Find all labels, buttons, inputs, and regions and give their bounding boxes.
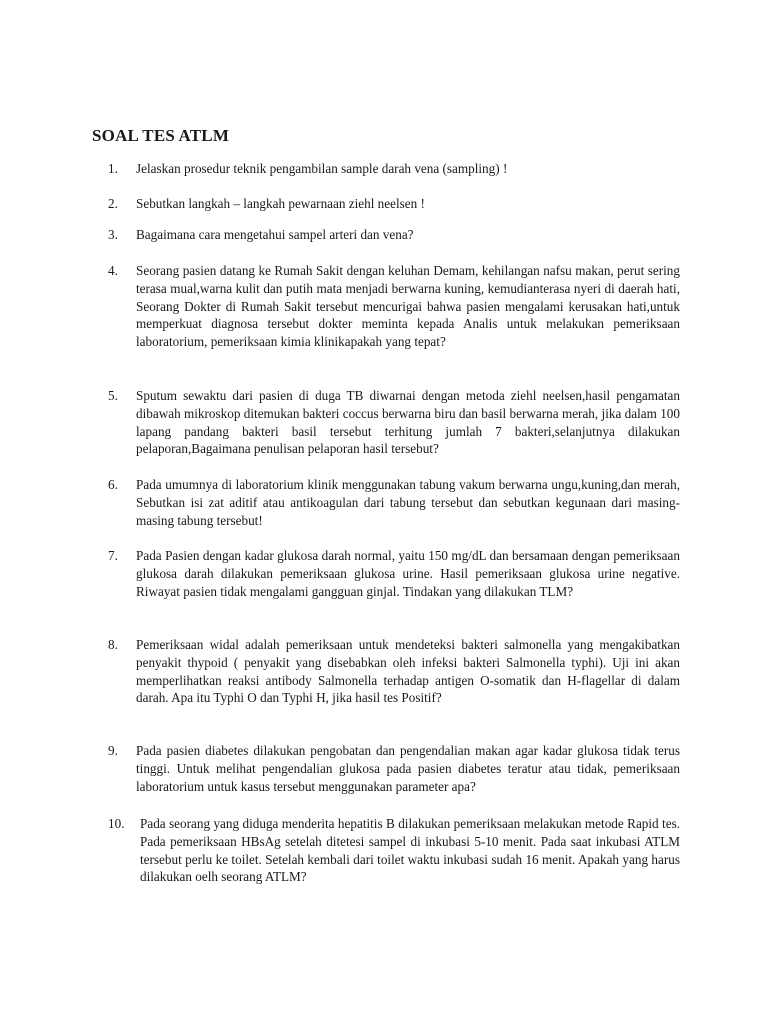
question-text: Seorang pasien datang ke Rumah Sakit dengan keluhan Demam, kehilangan nafsu makan, perut sering terasa mual,warna kulit dan putih mata menjadi berwarna kuning, kemudianterasa nyeri di daerah hati, Seorang Dokter di Rumah Sakit tersebut mencurigai bahwa pasien mengalami kerusakan hati,untuk memperkuat diagnosa tersebut dokter meminta kepada Analis untuk melakukan pemeriksaan laboratorium, pemeriksaan kimia klinikapakah yang tepat? xyxy=(136,263,680,350)
question-number: 8. xyxy=(108,637,118,652)
question-number: 10. xyxy=(108,816,125,831)
question-text: Pemeriksaan widal adalah pemeriksaan untuk mendeteksi bakteri salmonella yang mengakibatkan penyakit thypoid ( penyakit yang disebabkan oleh infeksi bakteri Salmonella typhi). Uji ini akan memperlihatkan reaksi antibody Salmonella terhadap antigen O-somatik dan H-flagellar di dalam darah. Apa itu Typhi O dan Typhi H, jika hasil tes Positif? xyxy=(136,637,680,706)
question-number: 6. xyxy=(108,477,118,492)
question-text: Bagaimana cara mengetahui sampel arteri dan vena? xyxy=(136,227,414,242)
question-number: 2. xyxy=(108,196,118,211)
question-number: 3. xyxy=(108,227,118,242)
question-number: 1. xyxy=(108,161,118,176)
question-text: Sebutkan langkah – langkah pewarnaan ziehl neelsen ! xyxy=(136,196,425,211)
question-number: 7. xyxy=(108,548,118,563)
question-7 xyxy=(108,547,680,600)
question-8 xyxy=(108,636,680,707)
question-number: 9. xyxy=(108,743,118,758)
question-5 xyxy=(108,387,680,458)
question-3 xyxy=(108,226,680,244)
question-text: Pada seorang yang diduga menderita hepatitis B dilakukan pemeriksaan melakukan metode Rapid tes. Pada pemeriksaan HBsAg setelah ditetesi sampel di inkubasi 5-10 menit. Pada saat inkubasi ATLM tersebut perlu ke toilet. Setelah kembali dari toilet waktu inkubasi sudah 16 menit. Apakah yang harus dilakukan oelh seorang ATLM? xyxy=(140,816,680,885)
document-title: SOAL TES ATLM xyxy=(92,126,230,145)
question-4 xyxy=(108,262,680,351)
question-text: Jelaskan prosedur teknik pengambilan sample darah vena (sampling) ! xyxy=(136,161,508,176)
question-6 xyxy=(108,476,680,529)
question-text: Sputum sewaktu dari pasien di duga TB diwarnai dengan metoda ziehl neelsen,hasil pengamatan dibawah mikroskop ditemukan bakteri coccus berwarna biru dan basil berwarna merah, jika dalam 100 lapang pandang bakteri basil tersebut terhitung jumlah 7 bakteri,selanjutnya dilakukan pelaporan,Bagaimana penulisan pelaporan hasil tersebut? xyxy=(136,388,680,457)
question-9 xyxy=(108,742,680,795)
question-number: 4. xyxy=(108,263,118,278)
question-number: 5. xyxy=(108,388,118,403)
question-text: Pada umumnya di laboratorium klinik menggunakan tabung vakum berwarna ungu,kuning,dan merah, Sebutkan isi zat aditif atau antikoagulan dari tabung tersebut dan sebutkan kegunaan dari masing-masing tabung tersebut! xyxy=(136,477,680,528)
question-10 xyxy=(108,815,680,886)
question-1 xyxy=(108,160,680,178)
question-2 xyxy=(108,195,680,213)
question-text: Pada Pasien dengan kadar glukosa darah normal, yaitu 150 mg/dL dan bersamaan dengan pemeriksaan glukosa darah dilakukan pemeriksaan glukosa urine. Hasil pemeriksaan glukosa urine negative. Riwayat pasien tidak mengalami gangguan ginjal. Tindakan yang dilakukan TLM? xyxy=(136,548,680,599)
question-text: Pada pasien diabetes dilakukan pengobatan dan pengendalian makan agar kadar glukosa tidak terus tinggi. Untuk melihat pengendalian glukosa pada pasien diabetes teratur atau tidak, pemeriksaan laboratorium untuk kasus tersebut menggunakan parameter apa? xyxy=(136,743,680,794)
